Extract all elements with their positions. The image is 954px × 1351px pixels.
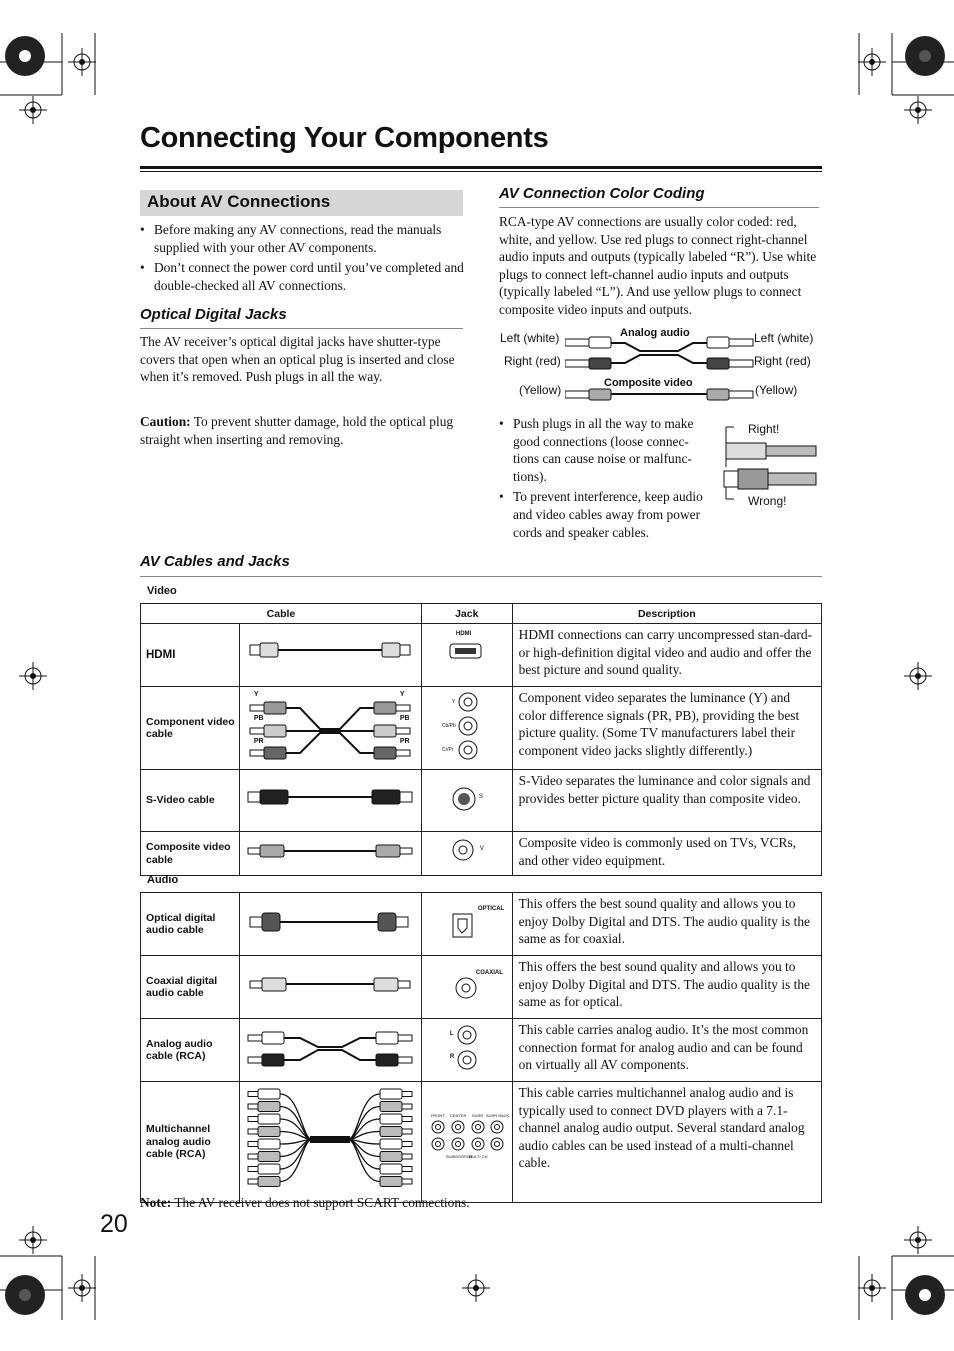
label-left-white-l: Left (white) bbox=[500, 331, 560, 345]
video-table bbox=[140, 603, 822, 876]
table-row bbox=[141, 832, 822, 876]
jack-label: S bbox=[478, 794, 483, 800]
description: Composite video is commonly used on TVs, VCRs, and other video equipment. bbox=[512, 832, 821, 876]
cable-label-pr-l: PR bbox=[253, 738, 264, 745]
optical-caution bbox=[140, 413, 465, 448]
plug-white-left bbox=[565, 339, 589, 346]
cable-name: Composite video cable bbox=[141, 832, 240, 876]
label-wrong: Wrong! bbox=[748, 494, 787, 508]
multichannel-jacks-icon bbox=[430, 1118, 506, 1158]
header-cable: Cable bbox=[141, 604, 422, 624]
analog-jacks-icon bbox=[457, 1024, 479, 1074]
multichannel-plug-tip bbox=[402, 1104, 412, 1109]
multichannel-plug-body bbox=[258, 1152, 280, 1162]
color-coding-bullet: • Push plugs in all the way to make good connections (loose connec-tions can cause noise or malfunc-tions). bbox=[499, 415, 711, 485]
jack-cell bbox=[421, 1082, 512, 1203]
label-yellow-l: (Yellow) bbox=[519, 383, 562, 397]
coaxial-jack-icon bbox=[455, 977, 479, 1001]
jack-cell bbox=[421, 1019, 512, 1082]
multichannel-wire bbox=[280, 1094, 380, 1140]
cable-name: HDMI bbox=[141, 624, 240, 687]
jack-label-pr: Cr/Pr bbox=[441, 747, 454, 753]
optical-heading: Optical Digital Jacks bbox=[140, 306, 287, 323]
jack-label: HDMI bbox=[455, 631, 472, 637]
optical-jack-icon bbox=[452, 913, 474, 939]
color-coding-bullets bbox=[499, 415, 711, 544]
cable-name: Analog audio cable (RCA) bbox=[141, 1019, 240, 1082]
multichannel-plug-tip bbox=[402, 1179, 412, 1184]
about-heading-bar bbox=[140, 190, 463, 216]
about-bullet: • Don’t connect the power cord until you’ve completed and double-checked all AV connections. bbox=[140, 259, 465, 294]
multichannel-plug-tip bbox=[402, 1092, 412, 1097]
page-number: 20 bbox=[100, 1210, 128, 1238]
label-right-red-r: Right (red) bbox=[754, 354, 811, 368]
multichannel-plug-body bbox=[258, 1177, 280, 1187]
multichannel-plug-tip bbox=[402, 1167, 412, 1172]
multichannel-plug-body bbox=[258, 1127, 280, 1137]
multichannel-plug-tip bbox=[248, 1142, 258, 1147]
cable-name: Optical digital audio cable bbox=[141, 893, 240, 956]
jack-label-surr: SURR bbox=[471, 1113, 484, 1118]
description: HDMI connections can carry uncompressed stan-dard- or high-definition digital video and audio and offer the best picture and sound quality. bbox=[512, 624, 821, 687]
description: S-Video separates the luminance and color signals and provides better picture quality than composite video. bbox=[512, 770, 821, 832]
table-row bbox=[141, 893, 822, 956]
label-analog-audio: Analog audio bbox=[620, 327, 690, 339]
jack-label-y: Y bbox=[451, 699, 456, 705]
cable-label-y-l: Y bbox=[253, 691, 259, 698]
multichannel-plug-body bbox=[380, 1089, 402, 1099]
multichannel-plug-body bbox=[380, 1152, 402, 1162]
multichannel-plug-body bbox=[380, 1177, 402, 1187]
cable-name: Component video cable bbox=[141, 687, 240, 770]
jack-cell bbox=[421, 956, 512, 1019]
multichannel-plug-tip bbox=[402, 1117, 412, 1122]
plug-insertion-diagram bbox=[722, 425, 822, 505]
table-row bbox=[141, 624, 822, 687]
header-jack: Jack bbox=[421, 604, 512, 624]
jack-cell bbox=[421, 770, 512, 832]
cables-rule bbox=[140, 576, 822, 577]
multichannel-plug-tip bbox=[402, 1129, 412, 1134]
note bbox=[140, 1194, 740, 1212]
multichannel-plug-tip bbox=[248, 1167, 258, 1172]
cable-label-pr-r: PR bbox=[399, 738, 410, 745]
multichannel-plug-tip bbox=[248, 1117, 258, 1122]
jack-label: COAXIAL bbox=[475, 970, 503, 976]
composite-cable-icon bbox=[240, 832, 420, 870]
table-row bbox=[141, 687, 822, 770]
cable-label-pb-l: PB bbox=[253, 715, 264, 722]
video-label: Video bbox=[147, 585, 177, 597]
caution-label: Caution: bbox=[140, 414, 191, 429]
label-left-white-r: Left (white) bbox=[754, 331, 814, 345]
color-coding-bullet: • To prevent interference, keep audio and video cables away from power cords and speaker cables. bbox=[499, 488, 711, 541]
multichannel-plug-body bbox=[258, 1102, 280, 1112]
multichannel-plug-body bbox=[380, 1114, 402, 1124]
jack-label-l: L bbox=[449, 1031, 454, 1037]
jack-label-front: FRONT bbox=[430, 1113, 445, 1118]
cable-label-pb-r: PB bbox=[399, 715, 410, 722]
table-row bbox=[141, 1082, 822, 1203]
component-jacks-icon bbox=[458, 691, 480, 765]
color-coding-heading: AV Connection Color Coding bbox=[499, 185, 705, 202]
jack-label-r: R bbox=[449, 1054, 455, 1060]
cable-illustration bbox=[239, 956, 421, 1019]
jack-label: OPTICAL bbox=[477, 906, 505, 912]
note-label: Note: bbox=[140, 1195, 172, 1210]
jack-label-pb: Cb/Pb bbox=[441, 723, 456, 729]
description: This cable carries multichannel analog audio and is typically used to connect DVD players with a 7.1-channel analog audio output. Several standard analog audio cables can be used instead of a multi-channel cable. bbox=[512, 1082, 821, 1203]
optical-rule bbox=[140, 328, 463, 329]
cable-illustration bbox=[239, 624, 421, 687]
cable-illustration bbox=[239, 832, 421, 876]
cable-label-y-r: Y bbox=[399, 691, 405, 698]
component-cable-icon bbox=[240, 687, 420, 764]
coaxial-cable-icon bbox=[240, 956, 420, 1013]
multichannel-plug-body bbox=[258, 1139, 280, 1149]
header-description: Description bbox=[512, 604, 821, 624]
about-heading: About AV Connections bbox=[147, 192, 331, 211]
jack-cell bbox=[421, 687, 512, 770]
table-row bbox=[141, 1019, 822, 1082]
table-row bbox=[141, 770, 822, 832]
multichannel-plug-tip bbox=[248, 1179, 258, 1184]
svideo-cable-icon bbox=[240, 770, 420, 826]
title-rule bbox=[140, 166, 822, 169]
color-coding-diagram bbox=[565, 333, 755, 405]
multichannel-plug-body bbox=[380, 1127, 402, 1137]
cable-name: Multichannel analog audio cable (RCA) bbox=[141, 1082, 240, 1203]
description: Component video separates the luminance (Y) and color difference signals (PR, PB), providing the best picture quality. (Some TV manufacturers label their component video jacks slightly differently.) bbox=[512, 687, 821, 770]
cable-illustration bbox=[239, 770, 421, 832]
about-bullets bbox=[140, 221, 465, 297]
description: This cable carries analog audio. It’s the most common connection format for analog audio and can be found on virtually all AV components. bbox=[512, 1019, 821, 1082]
jack-label-center: CENTER bbox=[449, 1113, 467, 1118]
multichannel-plug-tip bbox=[248, 1092, 258, 1097]
multichannel-plug-tip bbox=[402, 1142, 412, 1147]
multichannel-plug-tip bbox=[402, 1154, 412, 1159]
table-row bbox=[141, 956, 822, 1019]
jack-label-surrback: SURR BACK bbox=[485, 1113, 510, 1118]
optical-body: The AV receiver’s optical digital jacks have shutter-type covers that open when an optical plug is inserted and close when it’s removed. Push plugs in all the way. bbox=[140, 334, 455, 385]
cable-illustration bbox=[239, 1082, 421, 1203]
multichannel-wire bbox=[280, 1107, 380, 1140]
multichannel-wire bbox=[280, 1140, 380, 1170]
multichannel-plug-tip bbox=[248, 1104, 258, 1109]
caution-text: To prevent shutter damage, hold the optical plug straight when inserting and removing. bbox=[140, 414, 454, 447]
multichannel-plug-body bbox=[380, 1164, 402, 1174]
page-title: Connecting Your Components bbox=[140, 122, 549, 154]
jack-label: V bbox=[479, 846, 484, 852]
cable-illustration bbox=[239, 687, 421, 770]
svideo-jack-icon bbox=[452, 786, 478, 812]
label-right-red-l: Right (red) bbox=[504, 354, 561, 368]
multichannel-plug-body bbox=[380, 1139, 402, 1149]
audio-table bbox=[140, 892, 822, 1203]
jack-cell bbox=[421, 624, 512, 687]
composite-jack-icon bbox=[452, 839, 476, 863]
hdmi-cable-icon bbox=[240, 624, 420, 681]
cable-name: Coaxial digital audio cable bbox=[141, 956, 240, 1019]
multichannel-plug-tip bbox=[248, 1129, 258, 1134]
analog-cable-icon bbox=[240, 1019, 420, 1076]
jack-label-multi: MULTI CH bbox=[468, 1154, 488, 1159]
label-right: Right! bbox=[748, 422, 780, 436]
cable-name: S-Video cable bbox=[141, 770, 240, 832]
color-coding-body: RCA-type AV connections are usually color coded: red, white, and yellow. Use red plugs to connect right-channel audio inputs and outputs (typically labeled “R”). Use white plugs to connect left-channel audio inputs and outputs (typically labeled “L”). And use yellow plugs to connect composite video inputs and outputs. bbox=[499, 214, 817, 317]
color-coding-rule bbox=[499, 207, 819, 208]
optical-cable-icon bbox=[240, 893, 420, 950]
title-rule-thin bbox=[140, 171, 822, 172]
multichannel-plug-body bbox=[258, 1164, 280, 1174]
multichannel-plug-body bbox=[258, 1114, 280, 1124]
plug-red-left bbox=[565, 360, 589, 367]
label-composite-video: Composite video bbox=[604, 377, 693, 389]
jack-cell bbox=[421, 893, 512, 956]
jack-cell bbox=[421, 832, 512, 876]
cable-illustration bbox=[239, 893, 421, 956]
multichannel-cable-icon bbox=[240, 1082, 420, 1197]
multichannel-plug-body bbox=[380, 1102, 402, 1112]
label-yellow-r: (Yellow) bbox=[755, 383, 798, 397]
hdmi-jack-icon bbox=[449, 641, 483, 663]
note-text: The AV receiver does not support SCART connections. bbox=[171, 1195, 470, 1210]
jack-label-sub: SUBWOOFER bbox=[445, 1154, 473, 1159]
description: This offers the best sound quality and allows you to enjoy Dolby Digital and DTS. The audio quality is the same as for coaxial. bbox=[512, 893, 821, 956]
audio-label: Audio bbox=[147, 874, 179, 886]
description: This offers the best sound quality and allows you to enjoy Dolby Digital and DTS. The audio quality is the same as for optical. bbox=[512, 956, 821, 1019]
multichannel-plug-tip bbox=[248, 1154, 258, 1159]
multichannel-plug-body bbox=[258, 1089, 280, 1099]
about-bullet: • Before making any AV connections, read the manuals supplied with your other AV components. bbox=[140, 221, 465, 256]
cable-illustration bbox=[239, 1019, 421, 1082]
cables-heading: AV Cables and Jacks bbox=[140, 553, 290, 570]
